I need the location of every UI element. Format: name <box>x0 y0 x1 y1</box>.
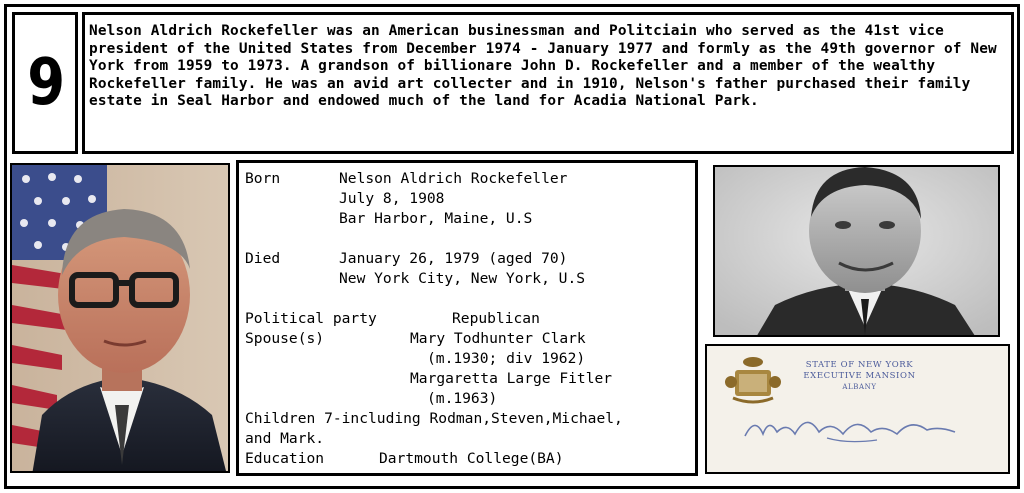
died-place: New York City, New York, U.S <box>339 270 586 287</box>
children-line1: Children 7-including Rodman,Steven,Michael, <box>245 410 623 427</box>
card-line-2: EXECUTIVE MANSION <box>803 371 916 381</box>
died-label: Died <box>245 250 281 267</box>
party-label: Political party <box>245 310 377 327</box>
bio-text: Nelson Aldrich Rockefeller was an American businessman and Politciain who served as the 41st vice president of the United States from December 1974 - January 1977 and formly as the 49th governor of New York from 1959 to 1973. A grandson of billionare John D. Rockefeller and a member of the wealthy Rockefeller family. He was an avid art collecter and in 1910, Nelson's father purchased their family estate in Seal Harbor and endowed much of the land for Acadia National Park. <box>89 23 997 109</box>
portrait-right-image <box>715 167 1000 337</box>
info-panel <box>236 160 698 476</box>
born-date: July 8, 1908 <box>339 190 445 207</box>
born-label: Born <box>245 170 281 187</box>
spouse1-name: Mary Todhunter Clark <box>410 330 586 347</box>
children-line2: and Mark. <box>245 430 325 447</box>
born-place: Bar Harbor, Maine, U.S <box>339 210 533 227</box>
spouse2-name: Margaretta Large Fitler <box>410 370 613 387</box>
portrait-photo-right <box>713 165 1000 337</box>
died-date: January 26, 1979 (aged 70) <box>339 250 568 267</box>
number-text: 9 <box>26 46 64 120</box>
party-value: Republican <box>452 310 540 327</box>
spouse-label: Spouse(s) <box>245 330 325 347</box>
number-badge <box>12 12 78 154</box>
spouse2-dates: (m.1963) <box>427 390 498 407</box>
education-label: Education <box>245 450 325 467</box>
signature-card <box>705 344 1010 474</box>
education-value: Dartmouth College(BA) <box>379 450 564 467</box>
bio-panel <box>82 12 1014 154</box>
portrait-photo-left <box>10 163 230 473</box>
card-line-3: ALBANY <box>842 383 877 391</box>
signature-icon <box>707 346 1010 474</box>
portrait-left-image <box>12 165 230 473</box>
born-name: Nelson Aldrich Rockefeller <box>339 170 568 187</box>
spouse1-dates: (m.1930; div 1962) <box>427 350 586 367</box>
card-line-1: STATE OF NEW YORK <box>805 360 914 370</box>
